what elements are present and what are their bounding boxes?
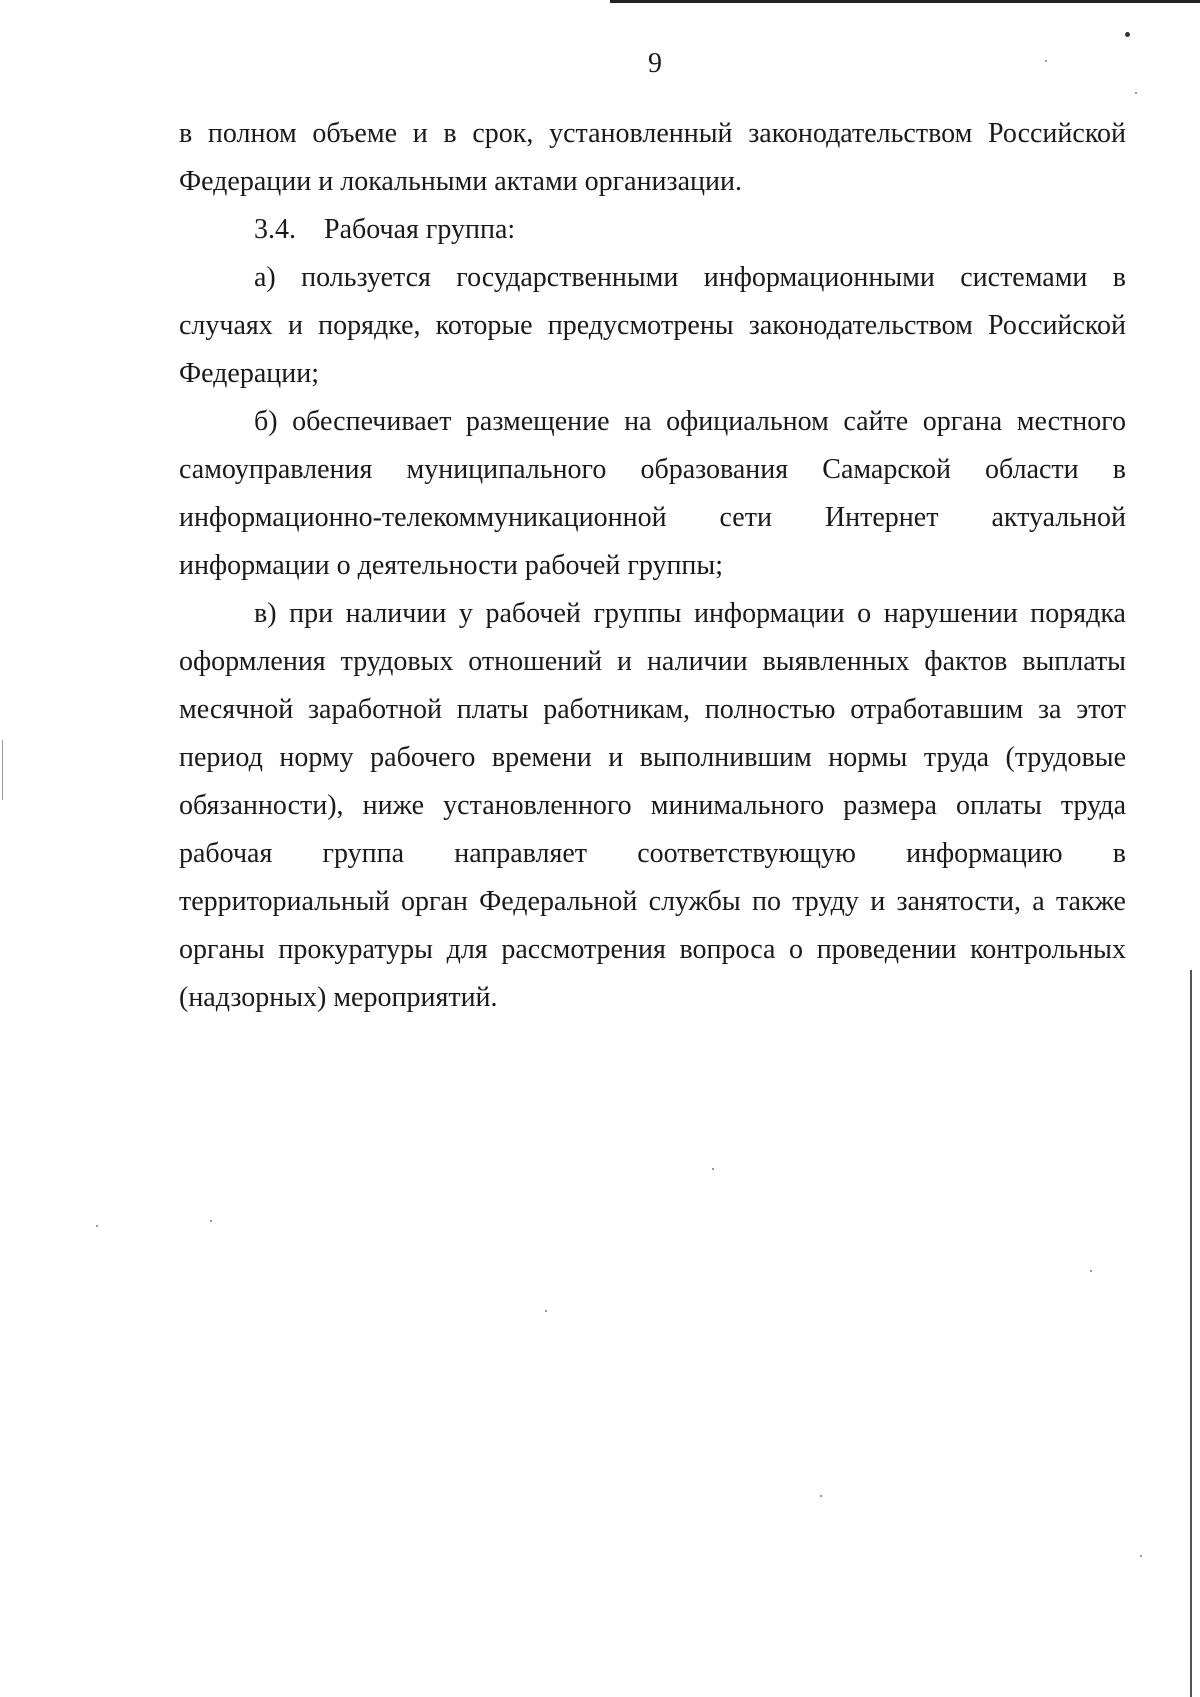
scan-speck [210, 1220, 212, 1222]
scan-speck [96, 1225, 98, 1227]
section-title: Рабочая группа: [324, 214, 516, 245]
scan-speck [1125, 32, 1130, 37]
scan-speck [545, 1310, 547, 1312]
scan-top-edge [610, 0, 1200, 3]
scan-speck [712, 1168, 714, 1170]
scan-speck [820, 1495, 822, 1497]
scan-speck [1045, 60, 1047, 62]
scan-speck [1090, 1270, 1092, 1272]
paragraph-continuation: в полном объеме и в срок, установленный законодательством Российской Федерации и локальными актами организации. [179, 118, 1126, 197]
document-body [179, 110, 1126, 1022]
section-heading [179, 206, 1126, 254]
page-number: 9 [648, 48, 662, 79]
section-number: 3.4. [254, 214, 296, 245]
paragraph-item-a: а) пользуется государственными информационными системами в случаях и порядке, которые предусмотрены законодательством Российской Федерации; [179, 262, 1126, 389]
paragraph-item-v: в) при наличии у рабочей группы информации о нарушении порядка оформления трудовых отношений и наличии выявленных фактов выплаты месячной заработной платы работникам, полностью отработавшим за этот период норму рабочего времени и выполнившим нормы труда (трудовые обязанности), ниже установленного минимального размера оплаты труда рабочая группа направляет соответствующую информацию в территориальный орган Федеральной службы по труду и занятости, а также органы прокуратуры для рассмотрения вопроса о проведении контрольных (надзорных) мероприятий. [179, 598, 1126, 1013]
paragraph-item-b: б) обеспечивает размещение на официальном сайте органа местного самоуправления муниципального образования Самарской области в информационно-телекоммуникационной сети Интернет актуальной информации о деятельности рабочей группы; [179, 406, 1126, 581]
scan-left-mark [2, 740, 3, 800]
scan-right-edge [1190, 970, 1192, 1697]
scan-speck [1140, 1555, 1142, 1557]
scan-speck [1135, 92, 1137, 94]
